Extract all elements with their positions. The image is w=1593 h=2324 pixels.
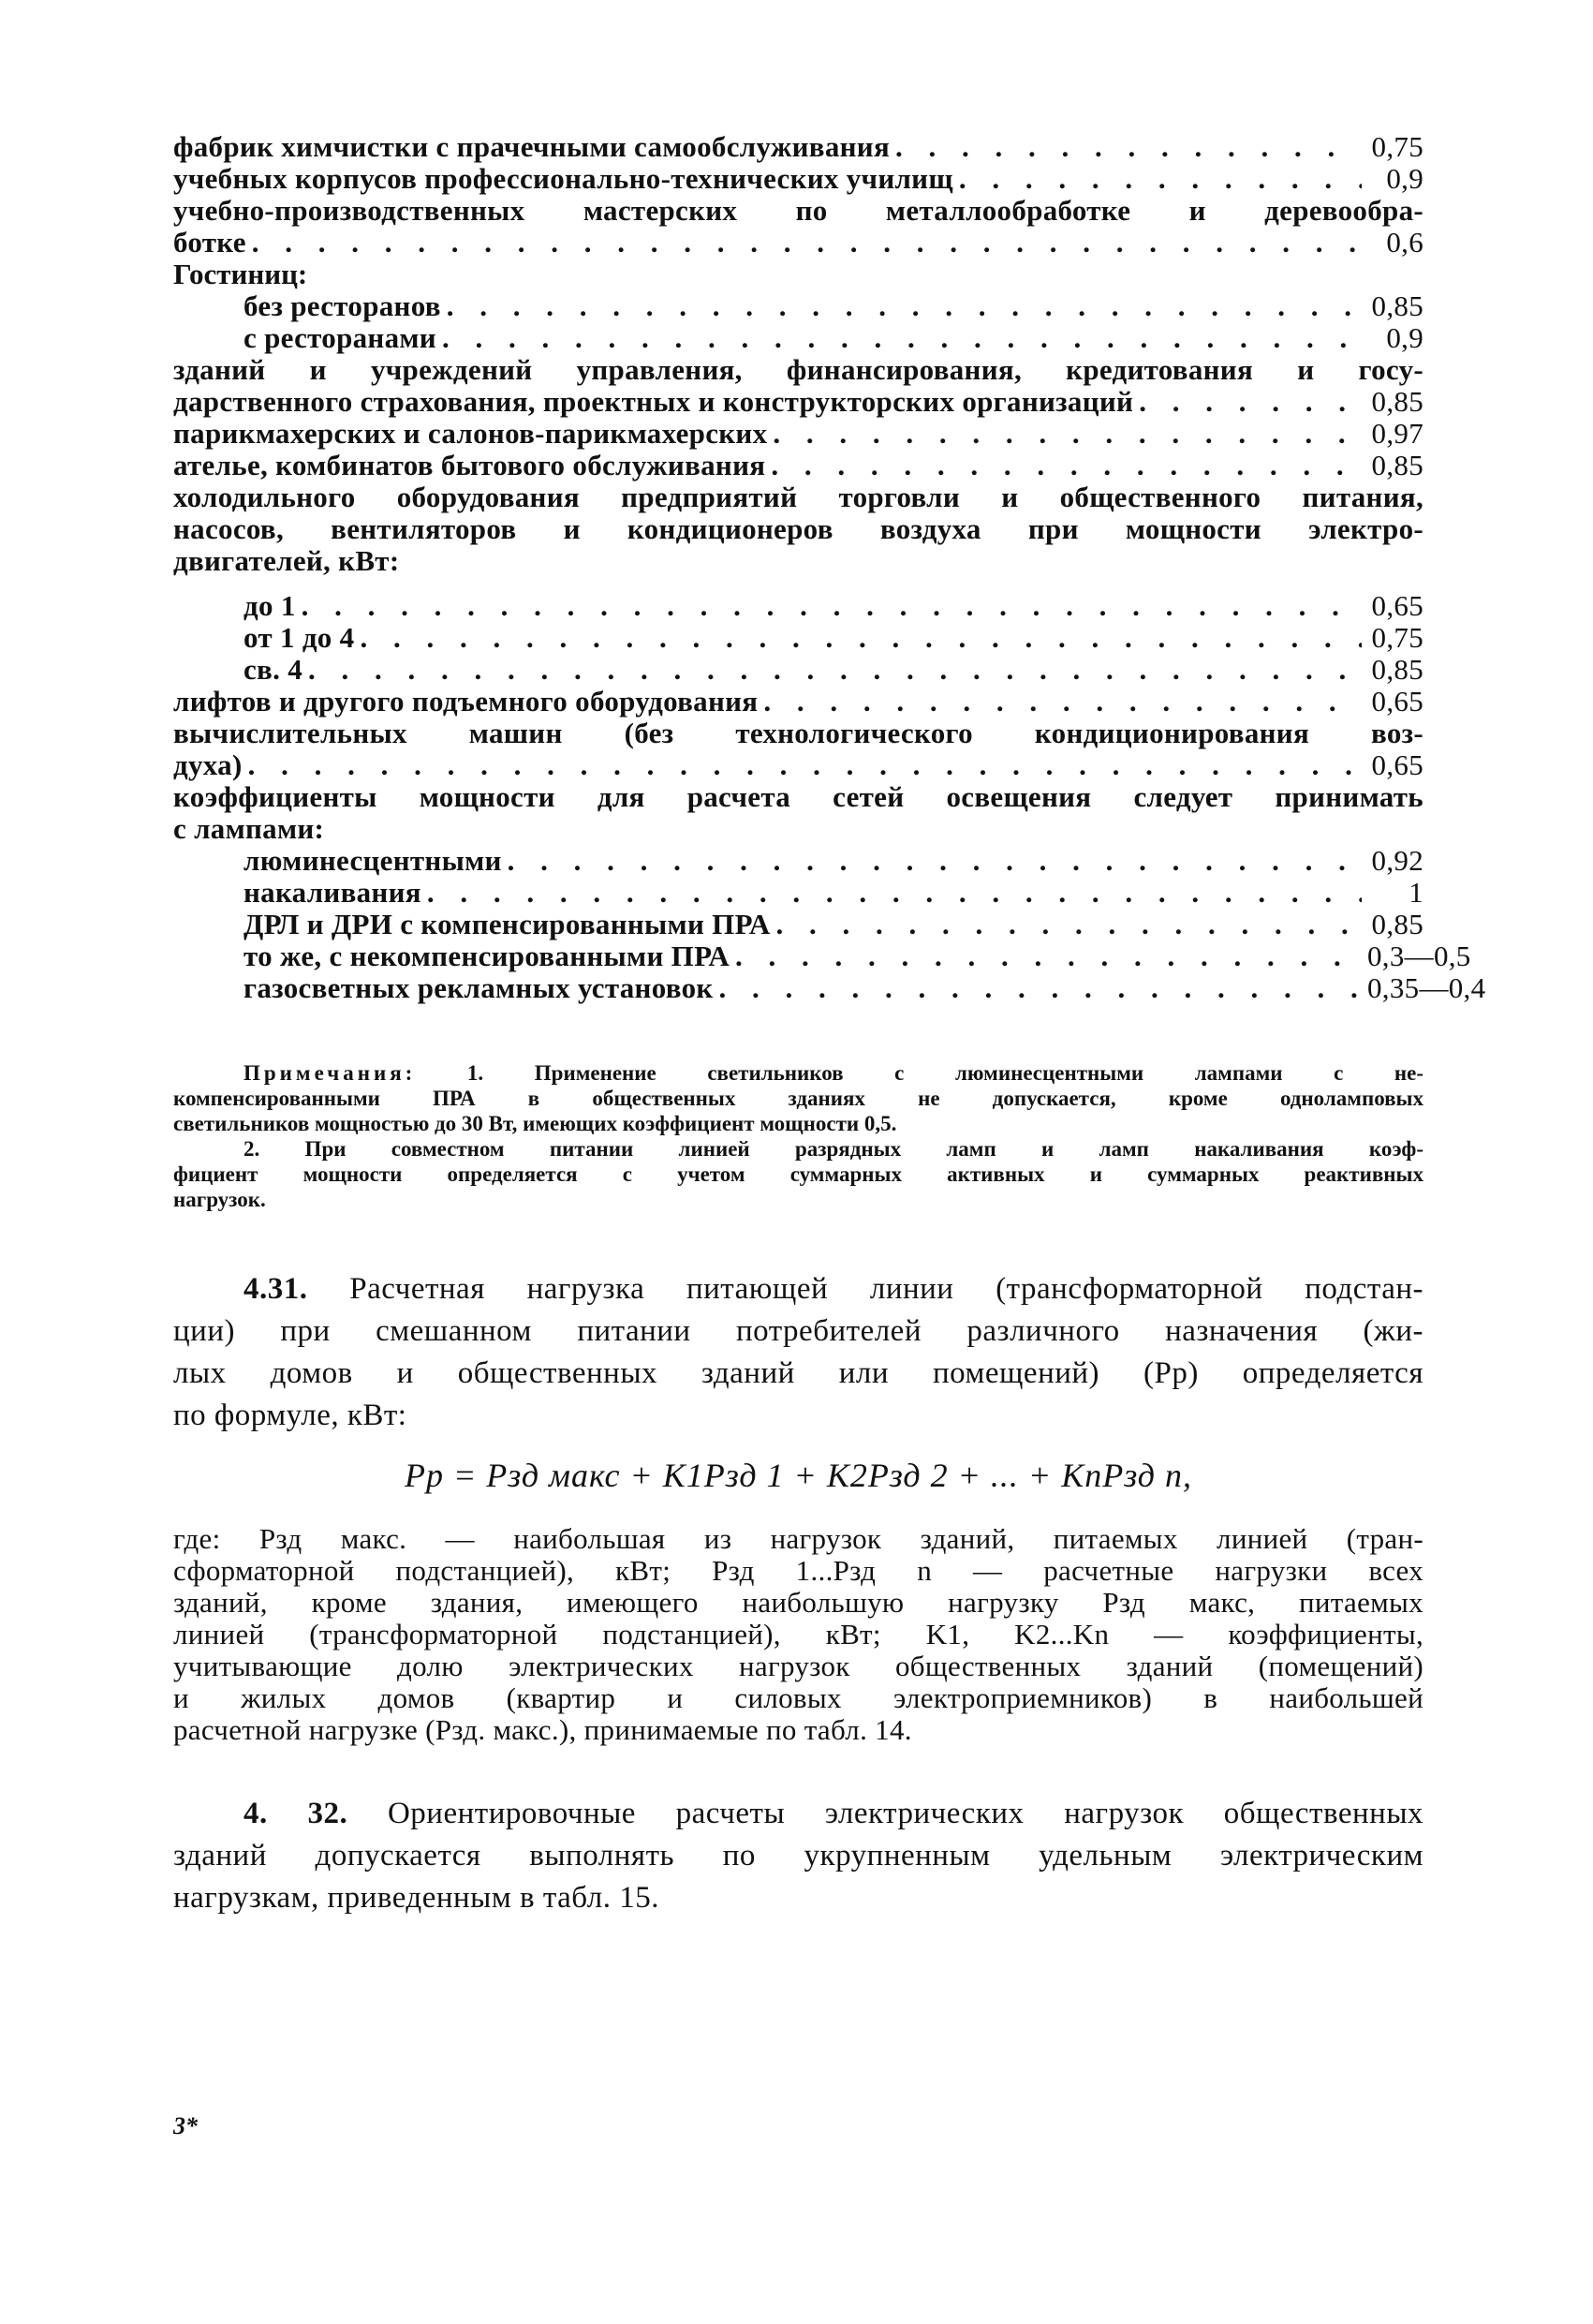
section-4-31 (173, 1268, 1423, 1437)
item-label: без ресторанов (243, 289, 441, 322)
item-text-line: с лампами: (173, 812, 325, 845)
paragraph-text: нагрузкам, приведенным в табл. 15. (173, 1881, 659, 1915)
leader-dots (508, 845, 1362, 877)
leader-dots (302, 590, 1362, 622)
leader-dots (763, 686, 1362, 718)
item-value: 0,92 (1371, 844, 1423, 877)
notes-label: Примечания: (243, 1061, 417, 1085)
leader-dots (447, 290, 1362, 322)
list-item (173, 622, 1423, 654)
list-item (173, 686, 1423, 718)
item-value: 1 (1409, 876, 1423, 909)
paragraph-text: ции) при смешанном питании потребителей различного назначения (жи- (173, 1314, 1423, 1348)
leader-dots (252, 227, 1362, 259)
list-item (173, 909, 1423, 940)
paragraph-text: по формуле, кВт: (173, 1399, 407, 1432)
item-value: 0,65 (1371, 748, 1423, 781)
item-label: духа) (173, 748, 243, 781)
leader-dots (773, 418, 1362, 450)
list-item (173, 163, 1423, 195)
leader-dots (360, 622, 1362, 654)
paragraph-line (173, 1268, 1423, 1310)
list-item (173, 418, 1423, 450)
paragraph-text: где: Pзд макс. — наибольшая из нагрузок зданий, питаемых линией (тран- (173, 1522, 1423, 1555)
group-heading: Гостиниц: (173, 258, 308, 290)
list-item (173, 845, 1423, 877)
item-text-line: двигателей, кВт: (173, 544, 400, 577)
item-label: с ресторанами (243, 321, 436, 354)
paragraph-text: Ориентировочные расчеты электрических нагрузок общественных (387, 1797, 1424, 1830)
leader-dots (771, 450, 1362, 481)
note-text: светильников мощностью до 30 Вт, имеющих коэффициент мощности 0,5. (173, 1112, 897, 1135)
item-label: учебных корпусов профессионально-технических училищ (173, 162, 953, 195)
section-number: 4. 32. (243, 1797, 348, 1830)
note-1-line (173, 1060, 1423, 1086)
formula: Pр = Pзд макс + K1Pзд 1 + K2Pзд 2 + ... + KnPзд n, (405, 1457, 1192, 1494)
leader-dots (442, 322, 1362, 354)
item-label: лифтов и другого подъемного оборудования (173, 685, 759, 718)
item-label: то же, с некомпенсированными ПРА (243, 940, 730, 972)
section-number: 4.31. (243, 1272, 308, 1306)
page-mark: 3* (173, 2112, 198, 2139)
item-label: дарственного страхования, проектных и конструкторских организаций (173, 385, 1134, 418)
note-text: компенсированными ПРА в общественных зданиях не допускается, кроме одноламповых (173, 1087, 1423, 1110)
list-item (173, 877, 1423, 909)
document-page (173, 130, 1486, 1919)
section-4-32 (173, 1793, 1423, 1919)
item-text-line: холодильного оборудования предприятий торговли и общественного питания, (173, 481, 1423, 513)
item-label: люминесцентными (243, 844, 502, 877)
leader-dots (1139, 386, 1362, 418)
item-value: 0,35—0,4 (1367, 971, 1486, 1004)
list-item (173, 749, 1423, 781)
item-value: 0,9 (1386, 162, 1423, 195)
item-label: парикмахерских и салонов-парикмахерских (173, 417, 768, 450)
leader-dots (427, 877, 1362, 909)
item-text-line: учебно-производственных мастерских по металлообработке и деревообра- (173, 194, 1423, 227)
leader-dots (248, 749, 1362, 781)
list-item (173, 131, 1423, 163)
item-label: ботке (173, 226, 246, 259)
item-value: 0,65 (1371, 589, 1423, 622)
item-value: 0,85 (1371, 289, 1423, 322)
item-label: св. 4 (243, 653, 303, 686)
item-text-line: зданий и учреждений управления, финансирования, кредитования и госу- (173, 353, 1423, 386)
item-label: накаливания (243, 876, 421, 909)
item-text-line: вычислительных машин (без технологического кондиционирования воз- (173, 717, 1423, 749)
item-value: 0,85 (1371, 908, 1423, 940)
list-item (173, 654, 1423, 686)
paragraph-text: и жилых домов (квартир и силовых электроприемников) в наибольшей (173, 1681, 1423, 1714)
item-value: 0,3—0,5 (1367, 940, 1471, 972)
list-item (173, 322, 1423, 354)
item-label: фабрик химчистки с прачечными самообслуживания (173, 130, 891, 163)
note-text: фициент мощности определяется с учетом суммарных активных и суммарных реактивных (173, 1162, 1423, 1186)
note-text: нагрузок. (173, 1188, 266, 1211)
item-value: 0,75 (1371, 621, 1423, 654)
list-item (173, 386, 1423, 418)
item-text-line: коэффициенты мощности для расчета сетей освещения следует принимать (173, 780, 1423, 813)
list-item (173, 590, 1423, 622)
note-text: 2. При совместном питании линией разрядных ламп и ламп накаливания коэф- (243, 1137, 1423, 1161)
paragraph-text: линией (трансформаторной подстанцией), кВт; K1, K2...Kn — коэффициенты, (173, 1618, 1423, 1650)
item-value: 0,97 (1371, 417, 1423, 450)
leader-dots (776, 909, 1362, 940)
item-value: 0,65 (1371, 685, 1423, 718)
item-value: 0,85 (1371, 449, 1423, 481)
leader-dots (895, 131, 1362, 163)
item-value: 0,9 (1386, 321, 1423, 354)
list-item (173, 227, 1423, 259)
leader-dots (719, 972, 1362, 1004)
item-label: до 1 (243, 589, 296, 622)
list-item (173, 290, 1423, 322)
item-label: газосветных рекламных установок (243, 971, 714, 1004)
paragraph-text: лых домов и общественных зданий или помещений) (Pр) определяется (173, 1356, 1423, 1390)
formula-explanation (173, 1523, 1423, 1746)
paragraph-text: зданий, кроме здания, имеющего наибольшую нагрузку Pзд макс, питаемых (173, 1586, 1423, 1619)
paragraph-text: учитывающие долю электрических нагрузок общественных зданий (помещений) (173, 1650, 1423, 1682)
item-label: ДРЛ и ДРИ с компенсированными ПРА (243, 908, 771, 940)
item-label: от 1 до 4 (243, 621, 355, 654)
leader-dots (735, 940, 1362, 972)
paragraph-text: зданий допускается выполнять по укрупненным удельным электрическим (173, 1839, 1423, 1873)
item-value: 0,6 (1386, 226, 1423, 259)
list-item (173, 971, 1486, 1004)
list-item (173, 450, 1423, 481)
paragraph-text: Расчетная нагрузка питающей линии (трансформаторной подстан- (349, 1272, 1424, 1306)
paragraph-text: сформаторной подстанцией), кВт; Pзд 1...Pзд n — расчетные нагрузки всех (173, 1554, 1423, 1587)
list-item (173, 940, 1471, 972)
paragraph-line (173, 1793, 1423, 1835)
paragraph-text: расчетной нагрузке (Pзд. макс.), принимаемые по табл. 14. (173, 1713, 912, 1746)
notes-block (173, 1060, 1423, 1212)
leader-dots (308, 654, 1362, 686)
item-label: ателье, комбинатов бытового обслуживания (173, 449, 766, 481)
item-value: 0,85 (1371, 653, 1423, 686)
note-text: 1. Применение светильников с люминесцентными лампами с не- (466, 1061, 1423, 1085)
item-value: 0,75 (1371, 130, 1423, 163)
item-text-line: насосов, вентиляторов и кондиционеров воздуха при мощности электро- (173, 512, 1423, 545)
leader-dots (959, 163, 1362, 195)
item-value: 0,85 (1371, 385, 1423, 418)
